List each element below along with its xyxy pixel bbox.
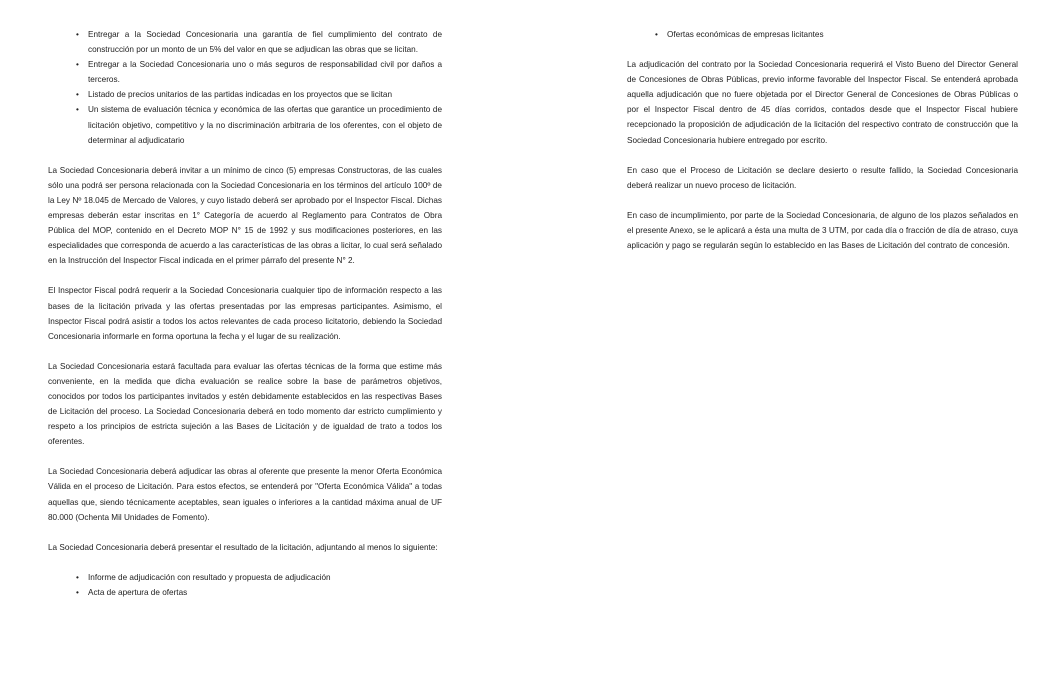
paragraph-invitation: La Sociedad Concesionaria deberá invitar a un mínimo de cinco (5) empresas Constructoras, de las cuales sólo una podrá ser persona relacionada con la Sociedad Concesionaria en los términos del artículo 100º de la Ley Nº 18.045 de Mercado de Valores, y cuyo listado deberá ser aprobado por el Inspector Fiscal. Dichas empresas deberán estar inscritas en 1° Categoría de acuerdo al Reglamento para Contratos de Obra Pública del MOP, contenido en el Decreto MOP N° 15 de 1992 y sus modificaciones posteriores, en las especialidades que corresponda de acuerdo a las características de las obras a licitar, lo cual será señalado en la Instrucción del Inspector Fiscal indicada en el primer párrafo del presente N° 2. <box>48 165 442 266</box>
bullet-icon: • <box>76 572 79 582</box>
bullet-icon: • <box>76 587 79 597</box>
paragraph-desert-process: En caso que el Proceso de Licitación se declare desierto o resulte fallido, la Sociedad Concesionaria deberá realizar un nuevo proceso de licitación. <box>627 165 1018 190</box>
list-item: • Un sistema de evaluación técnica y económica de las ofertas que garantice un procedimiento de licitación objetivo, competitivo y la no discriminación arbitraria de los oferentes, con el objeto de determinar al adjudicatario <box>48 102 442 147</box>
bullet-icon: • <box>76 60 79 70</box>
left-column <box>48 27 442 600</box>
paragraph-penalty: En caso de incumplimiento, por parte de la Sociedad Concesionaria, de alguno de los plazos señalados en el presente Anexo, se le aplicará a ésta una multa de 3 UTM, por cada día o fracción de día de atraso, cuya aplicación y pago se regularán según lo establecido en las Bases de Licitación del contrato de concesión. <box>627 210 1018 251</box>
list-item: • Informe de adjudicación con resultado y propuesta de adjudicación <box>48 570 442 585</box>
paragraph-inspector-requests: El Inspector Fiscal podrá requerir a la Sociedad Concesionaria cualquier tipo de información respecto a las bases de la licitación privada y las ofertas presentadas por las empresas participantes. Asimismo, el Inspector Fiscal podrá asistir a todos los actos relevantes de cada proceso licitatorio, debiendo la Sociedad Concesionaria informarle en forma oportuna la fecha y el lugar de su realización. <box>48 286 442 341</box>
right-bullet-list <box>627 27 1018 42</box>
list-item: • Entregar a la Sociedad Concesionaria una garantía de fiel cumplimiento del contrato de construcción por un monto de un 5% del valor en que se adjudican las obras que se licitan. <box>48 27 442 57</box>
paragraph-award: La Sociedad Concesionaria deberá adjudicar las obras al oferente que presente la menor Oferta Económica Válida en el proceso de Licitación. Para estos efectos, se entenderá por "Oferta Económica Válida" a todas aquellas que, siendo técnicamente aceptables, sean iguales o inferiores a la cantidad máxima anual de UF 80.000 (Ochenta Mil Unidades de Fomento). <box>48 467 442 522</box>
bottom-bullet-list <box>48 570 442 600</box>
list-item: • Acta de apertura de ofertas <box>48 585 442 600</box>
list-item: • Entregar a la Sociedad Concesionaria uno o más seguros de responsabilidad civil por daños a terceros. <box>48 57 442 87</box>
top-bullet-list <box>48 27 442 148</box>
paragraph-evaluation: La Sociedad Concesionaria estará facultada para evaluar las ofertas técnicas de la forma que estime más conveniente, en la medida que dicha evaluación se realice sobre la base de parámetros objetivos, conocidos por todos los participantes invitados y estén debidamente establecidos en las respectivas Bases de Licitación del proceso. La Sociedad Concesionaria deberá en todo momento dar estricto cumplimiento y respeto a los principios de estricta sujeción a las Bases de Licitación y de igualdad de trato a todos los oferentes. <box>48 361 442 447</box>
bullet-icon: • <box>76 30 79 39</box>
bullet-icon: • <box>655 30 658 39</box>
bullet-icon: • <box>76 105 79 115</box>
list-item: • Listado de precios unitarios de las partidas indicadas en los proyectos que se licitan <box>48 87 442 102</box>
bullet-icon: • <box>76 90 79 100</box>
paragraph-results: La Sociedad Concesionaria deberá presentar el resultado de la licitación, adjuntando al menos lo siguiente: <box>48 542 438 552</box>
paragraph-adjudication-approval: La adjudicación del contrato por la Sociedad Concesionaria requerirá el Visto Bueno del Director General de Concesiones de Obras Públicas, previo informe favorable del Inspector Fiscal. Se entenderá aprobada aquella adjudicación que no fuere objetada por el Director General de Concesiones de Obras Públicas o por el Inspector Fiscal dentro de 45 días corridos, contados desde que el Inspector Fiscal hubiere recepcionado la proposición de adjudicación de la licitación del respectivo contrato de construcción que la Sociedad Concesionaria hubiere entregado por escrito. <box>627 60 1018 145</box>
right-column <box>627 27 1018 253</box>
list-item: • Ofertas económicas de empresas licitantes <box>627 27 1018 42</box>
